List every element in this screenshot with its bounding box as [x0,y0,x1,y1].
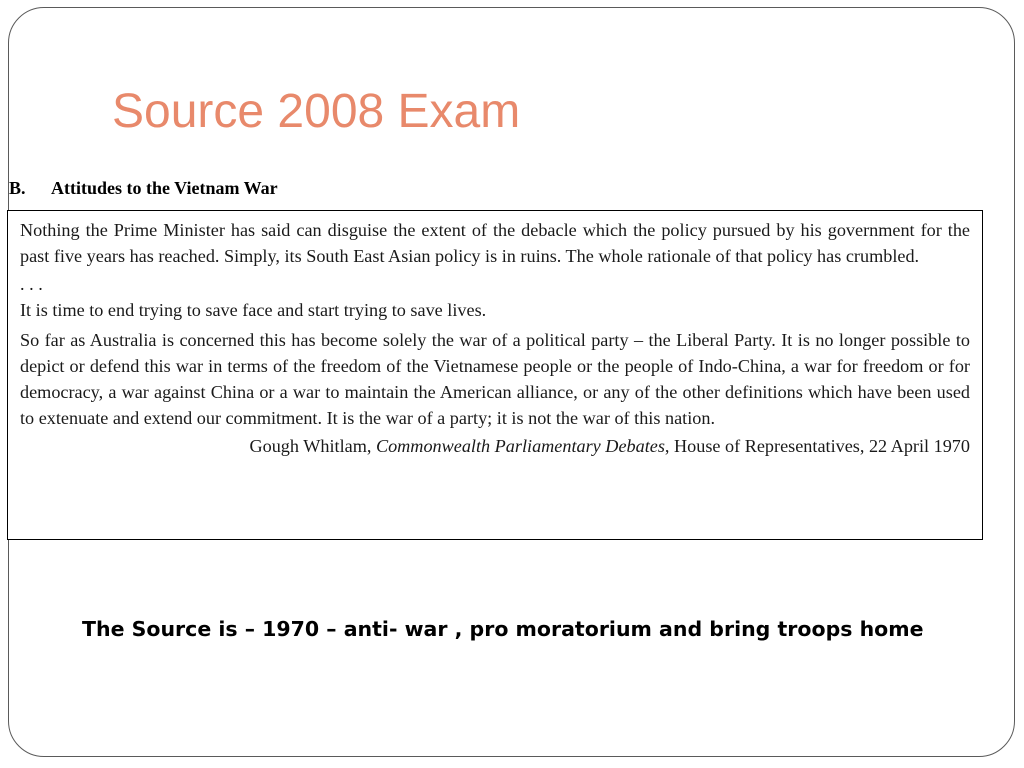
source-paragraph-3: So far as Australia is concerned this has become solely the war of a political party – the Liberal Party. It is no longer possible to depict or defend this war in terms of the freedom of the Vietnamese people or the people of Indo-China, a war for freedom or for democracy, a war against China or a war to maintain the American alliance, or any of the other definitions which have been used to extenuate and extend our commitment. It is the war of a party; it is not the war of this nation. [20,330,970,428]
attribution-publication: Commonwealth Parliamentary Debates [375,436,665,456]
source-paragraph-2: It is time to end trying to save face and start trying to save lives. [20,300,487,320]
source-extract-box [7,210,983,540]
attribution-author: Gough Whitlam, [249,436,372,456]
slide-title: Source 2008 Exam [112,85,521,138]
source-paragraph-1: Nothing the Prime Minister has said can disguise the extent of the debacle which the policy pursued by his government for the past five years has reached. Simply, its South East Asian policy is in ruins. The whole rationale of that policy has crumbled. [20,220,970,266]
source-attribution [20,433,970,459]
attribution-details: , House of Representatives, 22 April 1970 [664,436,970,456]
source-summary: The Source is – 1970 – anti- war , pro moratorium and bring troops home [82,617,924,641]
source-ellipsis: . . . [20,274,43,294]
section-heading [9,178,278,199]
section-letter: B. [9,178,26,198]
section-heading-text: Attitudes to the Vietnam War [51,178,278,198]
